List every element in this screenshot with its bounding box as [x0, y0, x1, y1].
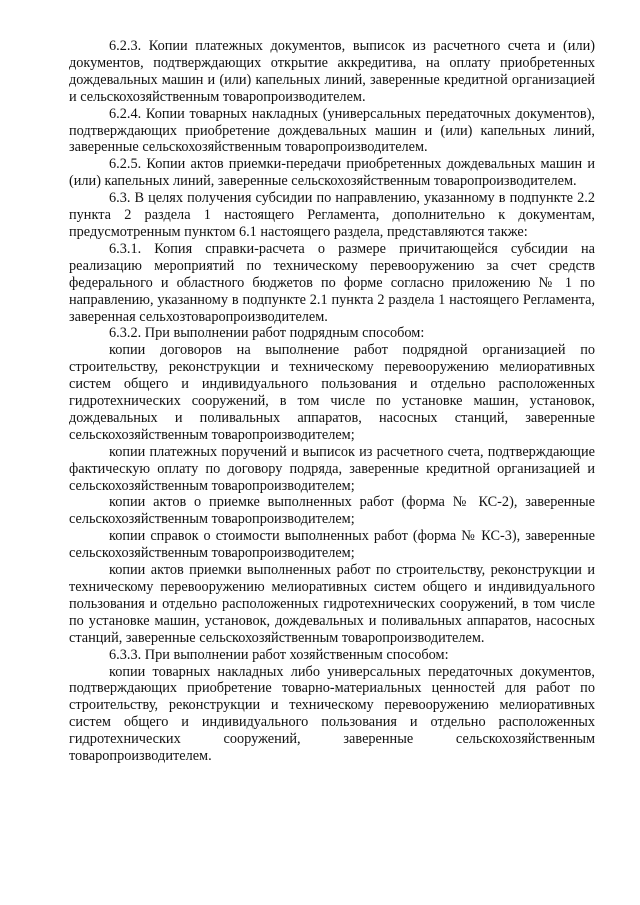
paragraph-6-2-4: 6.2.4. Копии товарных накладных (универсальных передаточных документов), подтверждающих приобретение дождевальных машин и (или) капельных линий, заверенные сельскохозяйственным товаропроизводителем. [69, 105, 595, 156]
list-item-acceptance-acts: копии актов приемки выполненных работ по строительству, реконструкции и техническому перевооружению мелиоративных систем общего и индивидуального пользования и отдельно расположенных гидротехнических сооружений, в том числе по установке машин, установок, дождевальных и поливальных аппаратов, насосных станций, заверенные сельскохозяйственным товаропроизводителем. [69, 562, 595, 646]
list-item-payment-orders: копии платежных поручений и выписок из расчетного счета, подтверждающие фактическую оплату по договору подряда, заверенные кредитной организацией и сельскохозяйственным товаропроизводителем; [69, 443, 595, 494]
paragraph-6-3: 6.3. В целях получения субсидии по направлению, указанному в подпункте 2.2 пункта 2 раздела 1 настоящего Регламента, дополнительно к документам, предусмотренным пунктом 6.1 настоящего раздела, представляются также: [69, 190, 595, 240]
paragraph-6-3-2: 6.3.2. При выполнении работ подрядным способом: [109, 325, 425, 342]
paragraph-6-2-5: 6.2.5. Копии актов приемки-передачи приобретенных дождевальных машин и (или) капельных линий, заверенные сельскохозяйственным товаропроизводителем. [69, 156, 595, 190]
paragraph-6-3-1: 6.3.1. Копия справки-расчета о размере причитающейся субсидии на реализацию мероприятий по техническому перевооружению за счет средств федерального и областного бюджетов по форме согласно приложению № 1 по направлению, указанному в подпункте 2.1 пункта 2 раздела 1 настоящего Регламента, заверенная сельхозтоваропроизводителем. [69, 240, 595, 325]
list-item-ks2-acts: копии актов о приемке выполненных работ (форма № КС-2), заверенные сельскохозяйственным товаропроизводителем; [69, 494, 595, 528]
document-body [69, 38, 595, 765]
list-item-waybills: копии товарных накладных либо универсальных передаточных документов, подтверждающих приобретение товарно-материальных ценностей для работ по строительству, реконструкции и техническому перевооружению мелиоративных систем общего и индивидуального пользования и отдельно расположенных гидротехнических сооружений, заверенные сельскохозяйственным товаропроизводителем. [69, 663, 595, 765]
paragraph-6-3-3: 6.3.3. При выполнении работ хозяйственным способом: [109, 646, 449, 663]
paragraph-6-2-3: 6.2.3. Копии платежных документов, выписок из расчетного счета и (или) документов, подтверждающих открытие аккредитива, на оплату приобретенных дождевальных машин и (или) капельных линий, заверенные кредитной организацией и сельскохозяйственным товаропроизводителем. [69, 38, 595, 105]
list-item-contracts: копии договоров на выполнение работ подрядной организацией по строительству, реконструкции и техническому перевооружению мелиоративных систем общего и индивидуального пользования и отдельно расположенных гидротехнических сооружений, в том числе по установке машин, установок, дождевальных и поливальных аппаратов, насосных станций, заверенные сельскохозяйственным товаропроизводителем; [69, 342, 595, 443]
list-item-ks3-certificates: копии справок о стоимости выполненных работ (форма № КС-3), заверенные сельскохозяйственным товаропроизводителем; [69, 528, 595, 562]
